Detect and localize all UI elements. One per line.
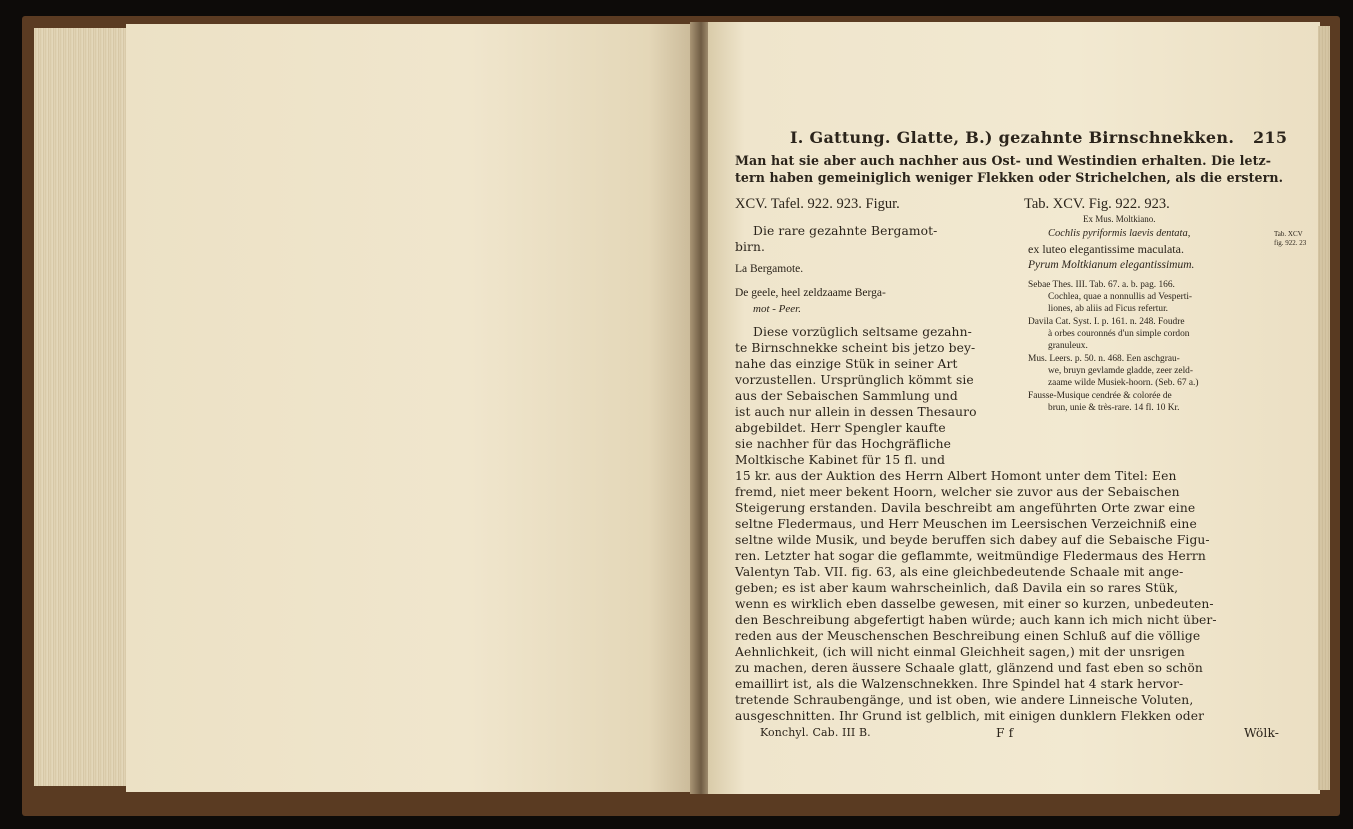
page-edges-right xyxy=(1318,26,1330,790)
description-line: ist auch nur allein in dessen Thesauro xyxy=(735,405,977,419)
reference-line: Mus. Leers. p. 50. n. 468. Een aschgrau- xyxy=(1028,354,1180,364)
body-line: Aehnlichkeit, (ich will nicht einmal Gleichheit sagen,) mit der unsrigen xyxy=(735,645,1185,659)
margin-note: Tab. XCV xyxy=(1274,230,1303,238)
body-line: ausgeschnitten. Ihr Grund ist gelblich, mit einigen dunklern Flekken oder xyxy=(735,709,1205,723)
body-line: geben; es ist aber kaum wahrscheinlich, daß Davila ein so rares Stük, xyxy=(735,581,1179,595)
french-name: La Bergamote. xyxy=(735,263,804,275)
body-line: Steigerung erstanden. Davila beschreibt am angeführten Orte zwar eine xyxy=(735,501,1196,515)
page-header: I. Gattung. Glatte, B.) gezahnte Birnschnekken. xyxy=(790,128,1235,147)
body-line: zu machen, deren äussere Schaale glatt, glänzend und fast eben so schön xyxy=(735,661,1203,675)
body-line: fremd, niet meer bekent Hoorn, welcher sie zuvor aus der Sebaischen xyxy=(735,485,1180,499)
signature-mark: F f xyxy=(996,726,1014,740)
reference-line: Fausse-Musique cendrée & colorée de xyxy=(1028,391,1172,401)
source-note: Ex Mus. Moltkiano. xyxy=(1083,214,1156,224)
reference-line: we, bruyn gevlamde gladde, zeer zeld- xyxy=(1048,366,1193,376)
intro-line: tern haben gemeiniglich weniger Flekken oder Strichelchen, als die erstern. xyxy=(735,170,1284,185)
body-line: 15 kr. aus der Auktion des Herrn Albert Homont unter dem Titel: Een xyxy=(735,469,1177,483)
description-line: te Birnschnekke scheint bis jetzo bey- xyxy=(735,341,976,355)
german-name: Die rare gezahnte Bergamot- xyxy=(753,224,938,238)
description-line: aus der Sebaischen Sammlung und xyxy=(735,389,958,403)
body-line: emaillirt ist, als die Walzenschnekken. Ihre Spindel hat 4 stark hervor- xyxy=(735,677,1184,691)
intro-line: Man hat sie aber auch nachher aus Ost- und Westindien erhalten. Die letz- xyxy=(735,153,1272,168)
body-line: wenn es wirklich eben dasselbe gewesen, mit einer so kurzen, unbedeuten- xyxy=(735,597,1214,611)
dutch-name: De geele, heel zeldzaame Berga- xyxy=(735,287,886,299)
dutch-name: mot - Peer. xyxy=(753,303,801,315)
body-line: Valentyn Tab. VII. fig. 63, als eine gleichbedeutende Schaale mit ange- xyxy=(735,565,1184,579)
description-line: sie nachher für das Hochgräfliche xyxy=(735,437,951,451)
body-line: den Beschreibung abgefertigt haben würde; auch kann ich mich nicht über- xyxy=(735,613,1217,627)
body-line: tretende Schraubengänge, und ist oben, wie andere Linneische Voluten, xyxy=(735,693,1194,707)
latin-description: ex luteo elegantissime maculata. xyxy=(1028,242,1184,256)
catchword: Wölk- xyxy=(1244,726,1280,740)
german-name: birn. xyxy=(735,240,766,254)
description-line: Diese vorzüglich seltsame gezahn- xyxy=(753,325,972,339)
description-line: nahe das einzige Stük in seiner Art xyxy=(735,357,958,371)
reference-line: Sebae Thes. III. Tab. 67. a. b. pag. 166. xyxy=(1028,280,1175,290)
reference-line: Davila Cat. Syst. I. p. 161. n. 248. Foudre xyxy=(1028,317,1185,327)
footer-catalog: Konchyl. Cab. III B. xyxy=(760,726,871,739)
reference-line: brun, unie & très-rare. 14 fl. 10 Kr. xyxy=(1048,403,1180,413)
german-heading: XCV. Tafel. 922. 923. Figur. xyxy=(735,196,900,212)
body-line: seltne Fledermaus, und Herr Meuschen im Leersischen Verzeichniß eine xyxy=(735,517,1197,531)
description-line: abgebildet. Herr Spengler kaufte xyxy=(735,421,946,435)
body-line: seltne wilde Musik, und beyde beruffen sich dabey auf die Sebaische Figu- xyxy=(735,533,1210,547)
reference-line: zaame wilde Musiek-hoorn. (Seb. 67 a.) xyxy=(1048,378,1199,388)
page-edges-left xyxy=(34,28,130,786)
latin-name: Pyrum Moltkianum elegantissimum. xyxy=(1028,259,1195,271)
reference-line: granuleux. xyxy=(1048,341,1088,351)
latin-heading: Tab. XCV. Fig. 922. 923. xyxy=(1024,196,1170,212)
page-number: 215 xyxy=(1253,128,1288,147)
reference-line: à orbes couronnés d'un simple cordon xyxy=(1048,329,1190,339)
description-line: Moltkische Kabinet für 15 fl. und xyxy=(735,453,946,467)
latin-description: Cochlis pyriformis laevis dentata, xyxy=(1048,228,1191,239)
reference-line: liones, ab aliis ad Ficus refertur. xyxy=(1048,304,1169,314)
body-line: reden aus der Meuschenschen Beschreibung einen Schluß auf die völlige xyxy=(735,629,1201,643)
reference-line: Cochlea, quae a nonnullis ad Vesperti- xyxy=(1048,292,1193,302)
margin-note: fig. 922. 23 xyxy=(1274,239,1307,247)
description-line: vorzustellen. Ursprünglich kömmt sie xyxy=(735,373,974,387)
body-line: ren. Letzter hat sogar die geflammte, weitmündige Fledermaus des Herrn xyxy=(735,549,1206,563)
blank-left-page xyxy=(126,24,694,792)
